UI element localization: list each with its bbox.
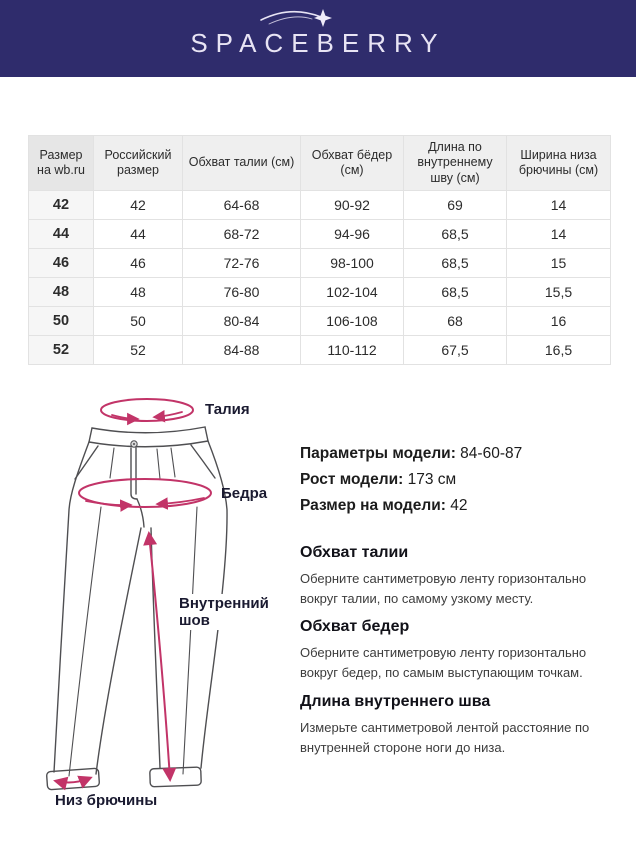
- guide-inseam: [300, 693, 616, 757]
- value-cell: 46: [94, 249, 183, 278]
- value-cell: 90-92: [301, 191, 404, 220]
- model-size-line: [300, 493, 630, 519]
- value-cell: 110-112: [301, 336, 404, 365]
- value-cell: 64-68: [183, 191, 301, 220]
- value-cell: 98-100: [301, 249, 404, 278]
- model-height-value: 173 см: [407, 471, 457, 488]
- value-cell: 14: [507, 220, 611, 249]
- model-parameters-label: Параметры модели:: [300, 445, 456, 462]
- guide-waist-title: Обхват талии: [300, 544, 409, 561]
- value-cell: 69: [404, 191, 507, 220]
- guide-hips-title: Обхват бедер: [300, 618, 410, 635]
- col-header-wb-size: Размер на wb.ru: [29, 136, 94, 191]
- value-cell: 15,5: [507, 278, 611, 307]
- size-table-row-52: [29, 336, 611, 365]
- value-cell: 102-104: [301, 278, 404, 307]
- value-cell: 67,5: [404, 336, 507, 365]
- value-cell: 14: [507, 191, 611, 220]
- value-cell: 15: [507, 249, 611, 278]
- size-table-header-row: [29, 136, 611, 191]
- size-table-row-44: [29, 220, 611, 249]
- hem-arrow: [56, 778, 90, 782]
- waist-label: Талия: [205, 401, 250, 418]
- model-info: [300, 441, 630, 519]
- value-cell: 68: [404, 307, 507, 336]
- value-cell: 48: [94, 278, 183, 307]
- size-cell: 42: [29, 191, 94, 220]
- value-cell: 106-108: [301, 307, 404, 336]
- value-cell: 72-76: [183, 249, 301, 278]
- brand-logo: [190, 18, 445, 59]
- guide-hips-text: Оберните сантиметровую ленту горизонтально вокруг бедер, по самым выступающим точкам.: [300, 645, 587, 680]
- size-cell: 44: [29, 220, 94, 249]
- model-height-line: [300, 467, 630, 493]
- size-table-row-50: [29, 307, 611, 336]
- col-header-ru-size: Российский размер: [94, 136, 183, 191]
- size-cell: 52: [29, 336, 94, 365]
- col-header-inseam: Длина по внутреннему шву (см): [404, 136, 507, 191]
- model-size-value: 42: [450, 497, 468, 514]
- value-cell: 68,5: [404, 249, 507, 278]
- value-cell: 84-88: [183, 336, 301, 365]
- brand-wordmark: SPACEBERRY: [190, 28, 446, 58]
- value-cell: 16,5: [507, 336, 611, 365]
- hem-label: Низ брючины: [55, 792, 158, 809]
- brand-header: [0, 0, 636, 77]
- col-header-waist: Обхват талии (см): [183, 136, 301, 191]
- guide-inseam-title: Длина внутреннего шва: [300, 693, 491, 710]
- value-cell: 76-80: [183, 278, 301, 307]
- size-cell: 48: [29, 278, 94, 307]
- value-cell: 44: [94, 220, 183, 249]
- size-table-row-48: [29, 278, 611, 307]
- value-cell: 52: [94, 336, 183, 365]
- value-cell: 16: [507, 307, 611, 336]
- measurement-marks: [56, 399, 211, 782]
- model-height-label: Рост модели:: [300, 471, 404, 488]
- model-size-label: Размер на модели:: [300, 497, 446, 514]
- value-cell: 80-84: [183, 307, 301, 336]
- model-parameters-line: [300, 441, 630, 467]
- value-cell: 68-72: [183, 220, 301, 249]
- size-table-row-42: [29, 191, 611, 220]
- size-table: [28, 135, 611, 365]
- size-table-row-46: [29, 249, 611, 278]
- value-cell: 50: [94, 307, 183, 336]
- col-header-hem-width: Ширина низа брючины (см): [507, 136, 611, 191]
- guide-waist-text: Оберните сантиметровую ленту горизонтально вокруг талии, по самому узкому месту.: [300, 571, 587, 606]
- hips-label: Бедра: [221, 485, 268, 502]
- value-cell: 42: [94, 191, 183, 220]
- guide-waist: [300, 544, 616, 608]
- inseam-label: Внутренний шов: [177, 594, 283, 630]
- guide-inseam-text: Измерьте сантиметровой лентой расстояние по внутренней стороне ноги до низа.: [300, 720, 590, 755]
- col-header-hips: Обхват бёдер (см): [301, 136, 404, 191]
- value-cell: 94-96: [301, 220, 404, 249]
- model-parameters-value: 84-60-87: [460, 445, 523, 462]
- value-cell: 68,5: [404, 220, 507, 249]
- waist-ellipse: [101, 399, 193, 421]
- guide-hips: [300, 618, 616, 682]
- value-cell: 68,5: [404, 278, 507, 307]
- size-cell: 46: [29, 249, 94, 278]
- size-cell: 50: [29, 307, 94, 336]
